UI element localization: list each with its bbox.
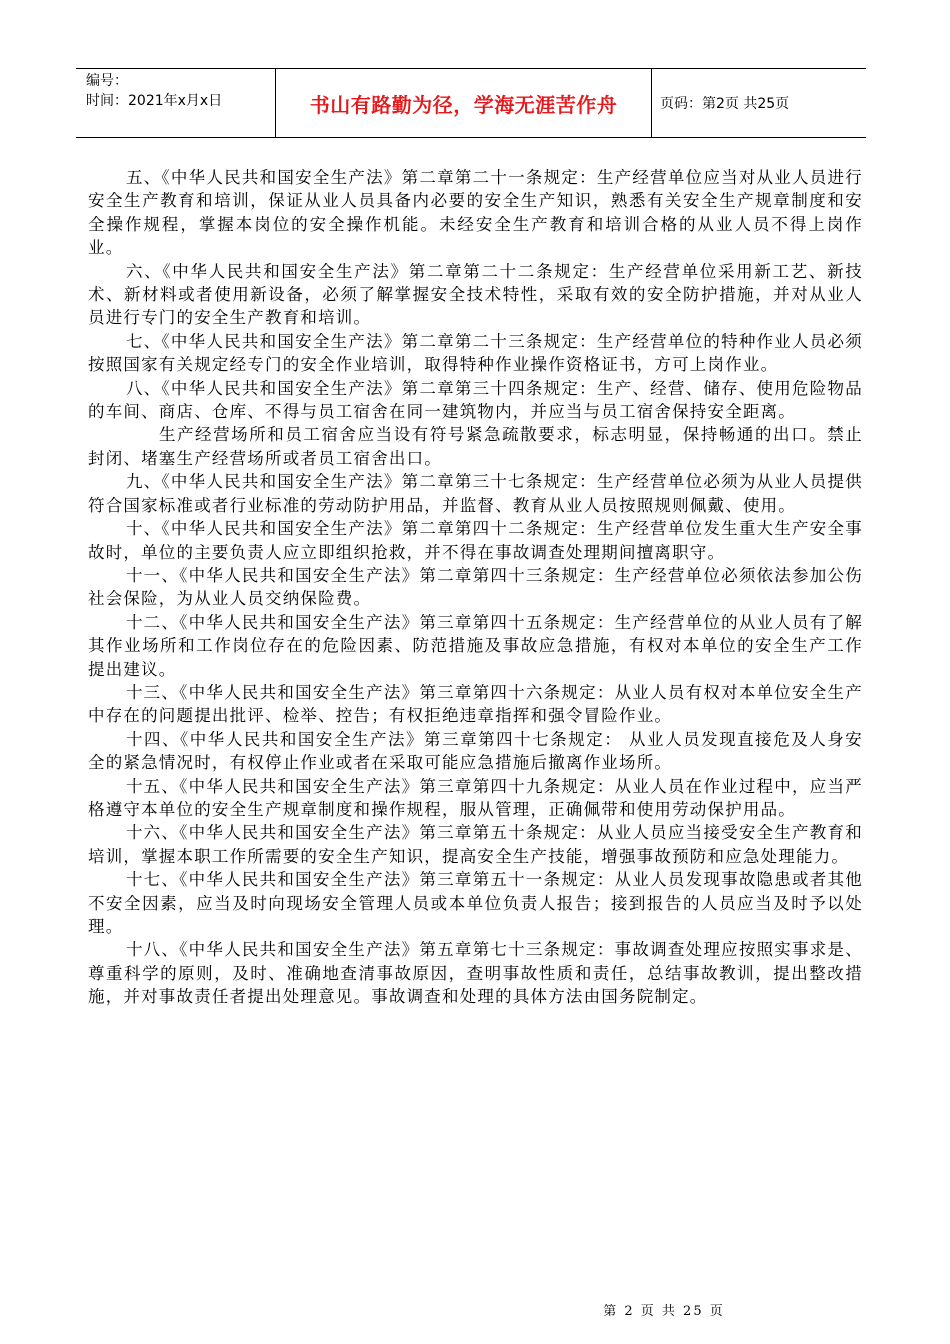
paragraph-5: 五、《中华人民共和国安全生产法》第二章第二十一条规定：生产经营单位应当对从业人员进行安全生产教育和培训，保证从业人员具备内必要的安全生产知识，熟悉有关安全生产规章制度和安全操作规程，掌握本岗位的安全操作机能。未经安全生产教育和培训合格的从业人员不得上岗作业。 (88, 168, 863, 258)
paragraph-10: 十、《中华人民共和国安全生产法》第二章第四十二条规定：生产经营单位发生重大生产安全事故时，单位的主要负责人应立即组织抢救，并不得在事故调查处理期间擅离职守。 (88, 519, 863, 562)
paragraph-16: 十六、《中华人民共和国安全生产法》第三章第五十条规定：从业人员应当接受安全生产教育和培训，掌握本职工作所需要的安全生产知识，提高安全生产技能，增强事故预防和应急处理能力。 (88, 823, 863, 866)
paragraph-13: 十三、《中华人民共和国安全生产法》第三章第四十六条规定：从业人员有权对本单位安全生产中存在的问题提出批评、检举、控告；有权拒绝违章指挥和强令冒险作业。 (88, 682, 863, 726)
paragraph-18: 十八、《中华人民共和国安全生产法》第五章第七十三条规定：事故调查处理应按照实事求是、尊重科学的原则，及时、准确地查清事故原因，查明事故性质和责任，总结事故教训，提出整改措施，并对事故责任者提出处理意见。事故调查和处理的具体方法由国务院制定。 (88, 940, 863, 1007)
paragraph-6: 六、《中华人民共和国安全生产法》第二章第二十二条规定：生产经营单位采用新工艺、新技术、新材料或者使用新设备，必须了解掌握安全技术特性，采取有效的安全防护措施，并对从业人员进行专门的安全生产教育和培训。 (88, 261, 863, 328)
page-footer (0, 1300, 950, 1319)
header-meta (76, 69, 276, 137)
paragraph-11: 十一、《中华人民共和国安全生产法》第二章第四十三条规定：生产经营单位必须依法参加公伤社会保险，为从业人员交纳保险费。 (88, 565, 863, 609)
document-body (88, 166, 863, 1009)
header-motto: 书山有路勤为径，学海无涯苦作舟 (276, 69, 652, 137)
paragraph-7: 七、《中华人民共和国安全生产法》第二章第二十三条规定：生产经营单位的特种作业人员必须按照国家有关规定经专门的安全作业培训，取得特种作业操作资格证书，方可上岗作业。 (88, 331, 863, 375)
time-label: 时间：2021年x月x日 (86, 93, 223, 109)
paragraph-17: 十七、《中华人民共和国安全生产法》第三章第五十一条规定：从业人员发现事故隐患或者其他不安全因素，应当及时向现场安全管理人员或本单位负责人报告；接到报告的人员应当及时予以处理。 (88, 870, 863, 936)
footer-page-number: 第 2 页 共 25 页 (603, 1304, 725, 1319)
paragraph-9: 九、《中华人民共和国安全生产法》第二章第三十七条规定：生产经营单位必须为从业人员提供符合国家标准或者行业标准的劳动防护用品，并监督、教育从业人员按照规则佩戴、使用。 (88, 472, 863, 515)
paragraph-14: 十四、《中华人民共和国安全生产法》第三章第四十七条规定： 从业人员发现直接危及人身安全的紧急情况时，有权停止作业或者在采取可能应急措施后撤离作业场所。 (88, 729, 863, 773)
paragraph-8: 八、《中华人民共和国安全生产法》第二章第三十四条规定：生产、经营、储存、使用危险物品的车间、商店、仓库、不得与员工宿舍在同一建筑物内，并应当与员工宿舍保持安全距离。 (88, 378, 863, 422)
page-header (76, 68, 866, 138)
paragraph-8-continued: 生产经营场所和员工宿舍应当设有符号紧急疏散要求，标志明显，保持畅通的出口。禁止封闭、堵塞生产经营场所或者员工宿舍出口。 (88, 425, 863, 468)
header-page-label: 页码：第2页 共25页 (660, 96, 790, 112)
number-label: 编号： (86, 73, 128, 89)
paragraph-15: 十五、《中华人民共和国安全生产法》第三章第四十九条规定：从业人员在作业过程中，应当严格遵守本单位的安全生产规章制度和操作规程，服从管理，正确佩带和使用劳动保护用品。 (88, 776, 863, 819)
paragraph-12: 十二、《中华人民共和国安全生产法》第三章第四十五条规定：生产经营单位的从业人员有了解其作业场所和工作岗位存在的危险因素、防范措施及事故应急措施，有权对本单位的安全生产工作提出建议。 (88, 612, 863, 679)
